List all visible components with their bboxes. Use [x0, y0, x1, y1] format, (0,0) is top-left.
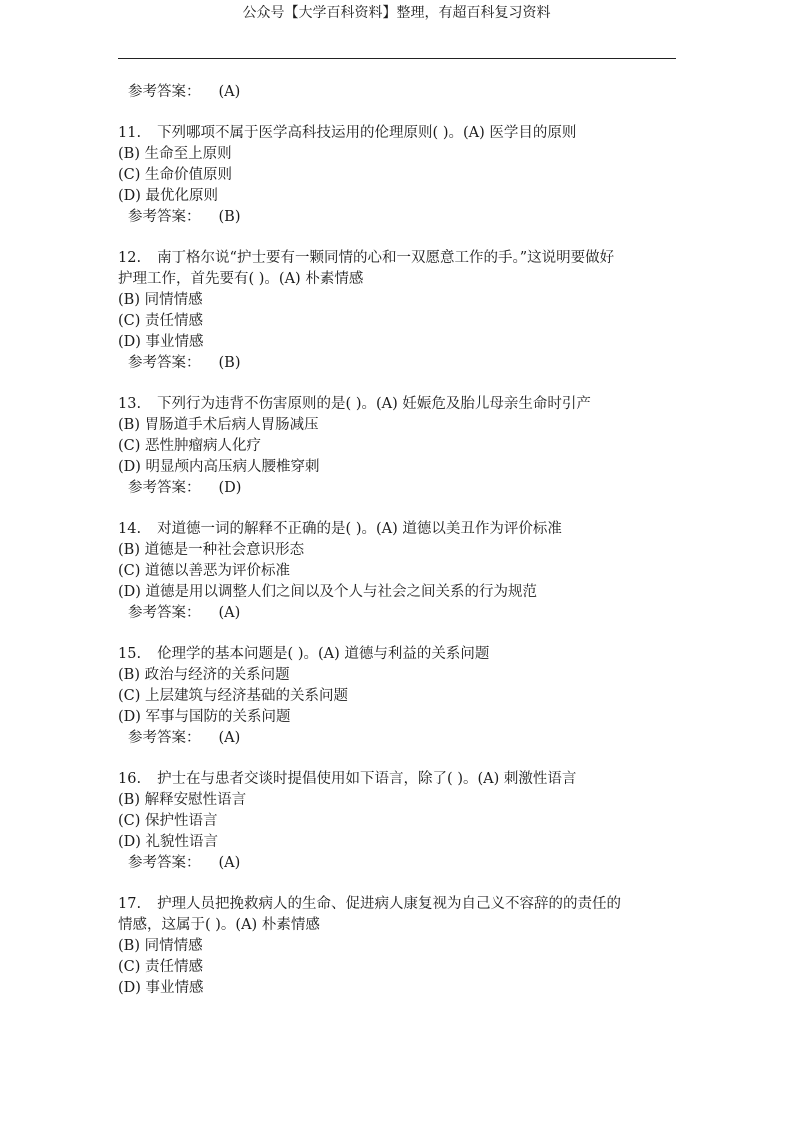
question-option: (C) 责任情感	[118, 959, 204, 975]
question-text: 护理人员把挽救病人的生命、促进病人康复视为自己义不容辞的的责任的	[157, 896, 622, 912]
answer-line	[118, 603, 684, 624]
question-list	[118, 103, 684, 999]
question-spacer	[118, 874, 684, 894]
question-option: (B) 解释安慰性语言	[118, 792, 247, 808]
question-number: 14.	[118, 521, 142, 537]
question-number: 11.	[118, 125, 142, 141]
question-option: (C) 恶性肿瘤病人化疗	[118, 438, 262, 454]
question-stem	[118, 519, 684, 540]
question-option: (B) 政治与经济的关系问题	[118, 667, 290, 683]
question-text: 下列哪项不属于医学高科技运用的伦理原则( )。(A) 医学目的原则	[157, 125, 577, 141]
question-text: 南丁格尔说“护士要有一颗同情的心和一双愿意工作的手。”这说明要做好	[157, 250, 615, 266]
header-divider	[118, 58, 676, 59]
answer-line	[118, 728, 684, 749]
question-stem	[118, 644, 684, 665]
question-option: (D) 最优化原则	[118, 188, 219, 204]
question-option: (B) 生命至上原则	[118, 146, 232, 162]
question-text: 伦理学的基本问题是( )。(A) 道德与利益的关系问题	[157, 646, 490, 662]
question-text: 护理工作，首先要有( )。(A) 朴素情感	[118, 271, 364, 287]
answer-value: (A)	[218, 855, 241, 871]
answer-label: 参考答案：	[128, 480, 201, 496]
question-spacer	[118, 749, 684, 769]
question-option: (D) 明显颅内高压病人腰椎穿刺	[118, 459, 320, 475]
question-number: 16.	[118, 771, 142, 787]
question-block	[118, 644, 684, 749]
answer-line	[118, 82, 684, 103]
question-spacer	[118, 499, 684, 519]
question-stem	[118, 394, 684, 415]
answer-label: 参考答案：	[128, 855, 201, 871]
answer-value: (B)	[218, 355, 241, 371]
document-body	[118, 82, 684, 999]
answer-value: (B)	[218, 209, 241, 225]
answer-label: 参考答案：	[128, 84, 201, 100]
answer-label: 参考答案：	[128, 209, 201, 225]
question-spacer	[118, 624, 684, 644]
answer-line	[118, 853, 684, 874]
question-number: 12.	[118, 250, 142, 266]
question-stem	[118, 248, 684, 269]
question-stem-continued	[118, 915, 684, 936]
answer-value: (D)	[218, 480, 242, 496]
question-text: 情感，这属于( )。(A) 朴素情感	[118, 917, 320, 933]
question-option: (D) 事业情感	[118, 980, 204, 996]
question-option: (D) 事业情感	[118, 334, 204, 350]
question-option: (C) 生命价值原则	[118, 167, 233, 183]
question-text: 护士在与患者交谈时提倡使用如下语言，除了( )。(A) 刺激性语言	[157, 771, 577, 787]
question-option: (B) 胃肠道手术后病人胃肠减压	[118, 417, 319, 433]
question-stem	[118, 894, 684, 915]
question-number: 15.	[118, 646, 142, 662]
question-spacer	[118, 103, 684, 123]
question-stem-continued	[118, 269, 684, 290]
question-stem	[118, 769, 684, 790]
answer-value: (A)	[218, 605, 241, 621]
question-option: (D) 礼貌性语言	[118, 834, 219, 850]
question-number: 17.	[118, 896, 142, 912]
question-block	[118, 123, 684, 228]
question-block	[118, 894, 684, 999]
question-option: (C) 道德以善恶为评价标准	[118, 563, 291, 579]
question-option: (B) 同情情感	[118, 292, 203, 308]
question-block	[118, 519, 684, 624]
question-text: 下列行为违背不伤害原则的是( )。(A) 妊娠危及胎儿母亲生命时引产	[157, 396, 591, 412]
question-number: 13.	[118, 396, 142, 412]
answer-label: 参考答案：	[128, 355, 201, 371]
question-option: (B) 同情情感	[118, 938, 203, 954]
question-option: (C) 责任情感	[118, 313, 204, 329]
question-block	[118, 769, 684, 874]
question-text: 对道德一词的解释不正确的是( )。(A) 道德以美丑作为评价标准	[157, 521, 562, 537]
page-header: 公众号【大学百科资料】整理，有超百科复习资料	[242, 5, 551, 21]
question-option: (B) 道德是一种社会意识形态	[118, 542, 305, 558]
question-stem	[118, 123, 684, 144]
question-spacer	[118, 374, 684, 394]
answer-value: (A)	[218, 84, 241, 100]
question-spacer	[118, 228, 684, 248]
answer-value: (A)	[218, 730, 241, 746]
question-block	[118, 248, 684, 374]
question-block	[118, 394, 684, 499]
question-option: (C) 上层建筑与经济基础的关系问题	[118, 688, 349, 704]
answer-line	[118, 353, 684, 374]
answer-line	[118, 478, 684, 499]
question-option: (D) 道德是用以调整人们之间以及个人与社会之间关系的行为规范	[118, 584, 538, 600]
answer-label: 参考答案：	[128, 605, 201, 621]
question-option: (C) 保护性语言	[118, 813, 218, 829]
question-option: (D) 军事与国防的关系问题	[118, 709, 291, 725]
answer-label: 参考答案：	[128, 730, 201, 746]
answer-line	[118, 207, 684, 228]
